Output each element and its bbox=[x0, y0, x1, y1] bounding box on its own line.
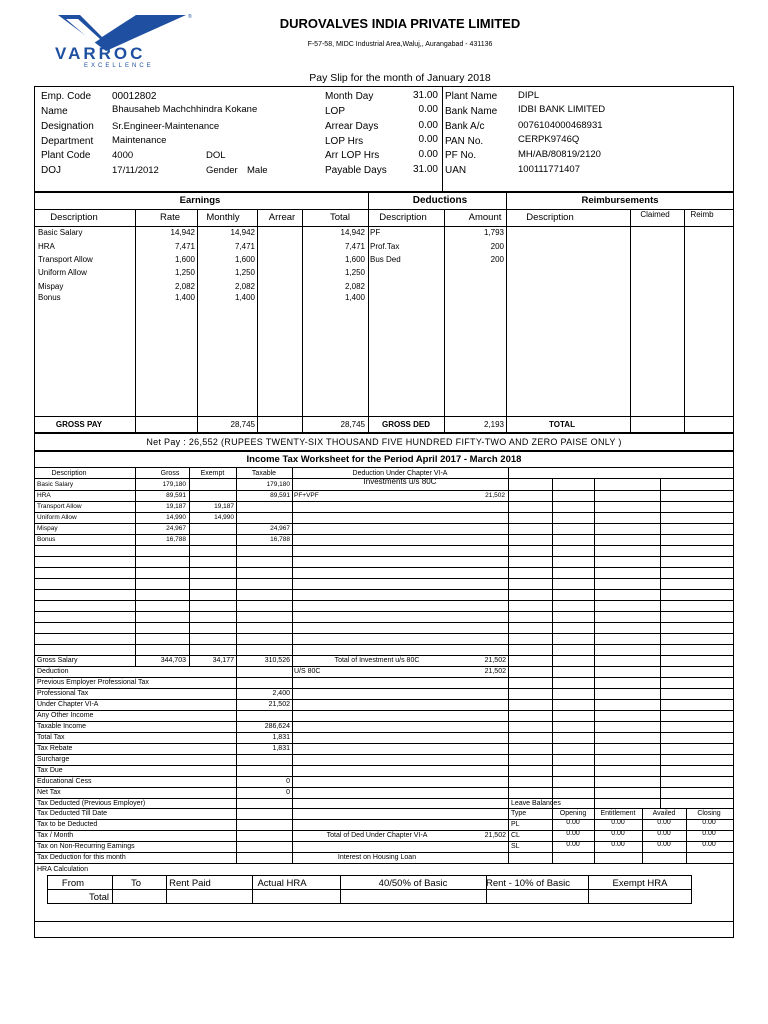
ded-desc: PF bbox=[370, 228, 381, 237]
leave-col-availed: Availed bbox=[652, 810, 676, 817]
payable-days-label: Payable Days bbox=[325, 165, 387, 176]
us80c-value: 21,502 bbox=[484, 668, 506, 675]
salary-table bbox=[34, 192, 734, 433]
hra-heading: HRA Calculation bbox=[37, 866, 88, 873]
lop-value: 0.00 bbox=[418, 104, 438, 115]
emp-code-value: 00012802 bbox=[112, 91, 157, 102]
gender-label: Gender bbox=[206, 165, 238, 176]
earn-total: 1,600 bbox=[344, 255, 365, 264]
tax-gross: 24,967 bbox=[166, 525, 186, 532]
arrear-days-label: Arrear Days bbox=[325, 121, 379, 132]
bank-name-label: Bank Name bbox=[445, 106, 498, 117]
summary-label: Educational Cess bbox=[37, 778, 92, 785]
summary-label: Total Tax bbox=[37, 734, 65, 741]
earn-desc: Mispay bbox=[38, 282, 64, 291]
uan-value: 100111771407 bbox=[518, 164, 580, 175]
lop-hrs-label: LOP Hrs bbox=[325, 136, 364, 147]
department-value: Maintenance bbox=[112, 135, 167, 146]
earn-total: 2,082 bbox=[344, 282, 365, 291]
svg-text:EXCELLENCE: EXCELLENCE bbox=[84, 63, 154, 69]
leave-type: SL bbox=[511, 843, 520, 850]
summary-value: 21,502 bbox=[268, 701, 290, 708]
summary-label: Taxable Income bbox=[37, 723, 87, 730]
earnings-col-arrear: Arrear bbox=[268, 212, 296, 223]
deductions-heading: Deductions bbox=[412, 195, 468, 206]
earnings-col-rate: Rate bbox=[159, 212, 181, 223]
company-name: DUROVALVES INDIA PRIVATE LIMITED bbox=[279, 16, 521, 31]
summary-value: 286,624 bbox=[264, 723, 290, 730]
summary-label: Professional Tax bbox=[37, 690, 89, 697]
tax-gross: 16,788 bbox=[166, 536, 186, 543]
gross-salary-label: Gross Salary bbox=[37, 657, 78, 664]
tax-exempt: 14,990 bbox=[214, 514, 234, 521]
pan-label: PAN No. bbox=[445, 136, 484, 147]
gross-salary-exempt: 34,177 bbox=[212, 657, 234, 664]
pf-no-label: PF No. bbox=[445, 150, 477, 161]
lop-hrs-value: 0.00 bbox=[418, 134, 438, 145]
tax-desc: HRA bbox=[37, 492, 51, 499]
earn-total: 1,400 bbox=[344, 293, 365, 302]
tax-col-description: Description bbox=[51, 470, 87, 477]
earn-rate: 2,082 bbox=[174, 282, 195, 291]
gender-value: Male bbox=[247, 165, 268, 176]
pf-vpf-label: PF+VPF bbox=[294, 492, 319, 499]
summary-label: Deduction bbox=[37, 668, 69, 675]
leave-type: PL bbox=[511, 821, 520, 828]
tax-taxable: 89,591 bbox=[270, 492, 290, 499]
earn-rate: 1,250 bbox=[174, 268, 195, 277]
month-day-value: 31.00 bbox=[412, 90, 438, 101]
arr-lop-hrs-value: 0.00 bbox=[418, 149, 438, 160]
tax-desc: Basic Salary bbox=[37, 481, 74, 488]
earnings-col-description: Description bbox=[50, 212, 98, 223]
month-day-label: Month Day bbox=[325, 91, 374, 102]
tax-desc: Uniform Allow bbox=[37, 514, 77, 521]
earn-total: 1,250 bbox=[344, 268, 365, 277]
name-value: Bhausaheb Machchhindra Kokane bbox=[112, 104, 258, 115]
earn-monthly: 14,942 bbox=[230, 228, 255, 237]
tax-gross: 89,591 bbox=[166, 492, 186, 499]
earn-desc: Transport Allow bbox=[38, 255, 93, 264]
bank-ac-label: Bank A/c bbox=[445, 121, 485, 132]
us80c-label: U/S 80C bbox=[294, 668, 321, 675]
gross-pay-label: GROSS PAY bbox=[55, 420, 103, 429]
leave-closing: 0.00 bbox=[702, 819, 716, 826]
tax-exempt: 19,187 bbox=[214, 503, 234, 510]
company-address: F-57-58, MIDC Industrial Area,Waluj,, Aurangabad - 431136 bbox=[307, 41, 493, 48]
lop-label: LOP bbox=[325, 106, 346, 117]
designation-label: Designation bbox=[41, 121, 94, 132]
leave-col-opening: Opening bbox=[559, 810, 587, 817]
deductions-col-amount: Amount bbox=[468, 212, 502, 223]
earn-desc: HRA bbox=[38, 242, 55, 251]
summary-value: 2,400 bbox=[272, 690, 290, 697]
summary-value: 1,831 bbox=[272, 745, 290, 752]
emp-code-label: Emp. Code bbox=[41, 91, 92, 102]
ded-amount: 200 bbox=[490, 255, 504, 264]
plant-name-label: Plant Name bbox=[445, 91, 498, 102]
earn-rate: 7,471 bbox=[174, 242, 195, 251]
leave-type: CL bbox=[511, 832, 520, 839]
gross-salary-taxable: 310,526 bbox=[264, 657, 290, 664]
investments-heading: Investments u/s 80C bbox=[363, 477, 437, 486]
leave-availed: 0.00 bbox=[657, 841, 671, 848]
tax-desc: Bonus bbox=[37, 536, 56, 543]
gross-ded-label: GROSS DED bbox=[381, 420, 430, 429]
reimbursements-heading: Reimbursements bbox=[581, 195, 659, 206]
pan-value: CERPK9746Q bbox=[518, 134, 580, 145]
gross-pay-total: 28,745 bbox=[340, 420, 365, 429]
ded-amount: 1,793 bbox=[483, 228, 504, 237]
arr-lop-hrs-label: Arr LOP Hrs bbox=[325, 150, 380, 161]
summary-label: Tax / Month bbox=[37, 832, 74, 839]
leave-heading: Leave Balances bbox=[511, 800, 561, 807]
leave-closing: 0.00 bbox=[702, 841, 716, 848]
summary-label: Tax Deducted (Previous Employer) bbox=[37, 800, 146, 807]
summary-label: Any Other Income bbox=[37, 712, 94, 719]
pf-vpf-value: 21,502 bbox=[485, 492, 505, 499]
total-ded-value: 21,502 bbox=[484, 832, 506, 839]
hra-col-actual-hra: Actual HRA bbox=[257, 878, 307, 889]
earnings-col-total: Total bbox=[329, 212, 351, 223]
earn-desc: Bonus bbox=[38, 293, 61, 302]
summary-label: Surcharge bbox=[37, 756, 70, 763]
summary-value: 0 bbox=[286, 789, 290, 796]
summary-label: Under Chapter VI-A bbox=[37, 701, 99, 708]
summary-label: Net Tax bbox=[37, 789, 61, 796]
earn-rate: 1,600 bbox=[174, 255, 195, 264]
summary-label: Previous Employer Professional Tax bbox=[37, 679, 149, 686]
gross-ded-value: 2,193 bbox=[483, 420, 504, 429]
varroc-logo-icon bbox=[36, 9, 210, 69]
tax-gross: 14,990 bbox=[166, 514, 186, 521]
leave-closing: 0.00 bbox=[702, 830, 716, 837]
earn-monthly: 1,600 bbox=[234, 255, 255, 264]
earnings-heading: Earnings bbox=[179, 195, 221, 206]
summary-value: 1,831 bbox=[272, 734, 290, 741]
housing-loan-label: Interest on Housing Loan bbox=[337, 854, 417, 861]
plant-name-value: DIPL bbox=[518, 90, 540, 101]
earn-desc: Uniform Allow bbox=[38, 268, 87, 277]
earn-total: 14,942 bbox=[340, 228, 365, 237]
summary-label: Tax Deduction for this month bbox=[37, 854, 126, 861]
leave-entitlement: 0.00 bbox=[611, 841, 625, 848]
reimb-total-label: TOTAL bbox=[549, 420, 575, 429]
hra-total-label: Total bbox=[88, 892, 110, 903]
summary-label: Tax Due bbox=[37, 767, 63, 774]
doj-value: 17/11/2012 bbox=[112, 165, 159, 176]
name-label: Name bbox=[41, 106, 68, 117]
hra-col-to: To bbox=[130, 878, 142, 889]
hra-col-rent-minus: Rent - 10% of Basic bbox=[486, 878, 570, 889]
svg-text:®: ® bbox=[188, 14, 192, 20]
page-title: Pay Slip for the month of January 2018 bbox=[309, 72, 491, 84]
ded-amount: 200 bbox=[490, 242, 504, 251]
leave-col-type: Type bbox=[511, 810, 527, 817]
earn-monthly: 7,471 bbox=[234, 242, 255, 251]
company-logo bbox=[36, 9, 210, 69]
reimb-col-reimb: Reimb bbox=[690, 210, 714, 219]
arrear-days-value: 0.00 bbox=[418, 120, 438, 131]
earn-monthly: 2,082 bbox=[234, 282, 255, 291]
tax-desc: Transport Allow bbox=[37, 503, 82, 510]
earn-monthly: 1,400 bbox=[234, 293, 255, 302]
gross-pay-monthly: 28,745 bbox=[230, 420, 255, 429]
leave-availed: 0.00 bbox=[657, 830, 671, 837]
summary-label: Tax to be Deducted bbox=[37, 821, 98, 828]
tax-worksheet-box bbox=[34, 451, 734, 938]
reimb-col-claimed: Claimed bbox=[640, 210, 670, 219]
plant-code-value: 4000 bbox=[112, 150, 134, 161]
tax-col-exempt: Exempt bbox=[200, 470, 225, 477]
leave-col-entitlement: Entitlement bbox=[600, 810, 636, 817]
hra-col-exempt: Exempt HRA bbox=[612, 878, 668, 889]
doj-label: DOJ bbox=[41, 165, 61, 176]
dol-label: DOL bbox=[206, 150, 226, 161]
deductions-col-description: Description bbox=[379, 212, 427, 223]
summary-label: Tax on Non-Recurring Earnings bbox=[37, 843, 135, 850]
plant-code-label: Plant Code bbox=[41, 150, 91, 161]
leave-opening: 0.00 bbox=[566, 841, 580, 848]
payable-days-value: 31.00 bbox=[412, 164, 438, 175]
tax-taxable: 179,180 bbox=[266, 481, 290, 488]
summary-value: 0 bbox=[286, 778, 290, 785]
tax-desc: Mispay bbox=[37, 525, 58, 532]
summary-label: Tax Rebate bbox=[37, 745, 73, 752]
earn-total: 7,471 bbox=[344, 242, 365, 251]
tax-taxable: 24,967 bbox=[270, 525, 290, 532]
svg-text:VARROC: VARROC bbox=[55, 44, 146, 63]
ded-desc: Bus Ded bbox=[370, 255, 401, 264]
designation-value: Sr.Engineer-Maintenance bbox=[112, 121, 220, 132]
hra-col-from: From bbox=[61, 878, 85, 889]
leave-entitlement: 0.00 bbox=[611, 819, 625, 826]
earn-monthly: 1,250 bbox=[234, 268, 255, 277]
bank-name-value: IDBI BANK LIMITED bbox=[518, 104, 606, 115]
total-investment-label: Total of Investment u/s 80C bbox=[334, 657, 420, 664]
earn-rate: 1,400 bbox=[174, 293, 195, 302]
summary-label: Tax Deducted Till Date bbox=[37, 810, 108, 817]
leave-opening: 0.00 bbox=[566, 830, 580, 837]
chapter-heading: Deduction Under Chapter VI-A bbox=[352, 470, 448, 477]
leave-opening: 0.00 bbox=[566, 819, 580, 826]
tax-col-taxable: Taxable bbox=[251, 470, 277, 477]
pf-no-value: MH/AB/80819/2120 bbox=[518, 149, 601, 160]
earn-rate: 14,942 bbox=[170, 228, 195, 237]
earn-desc: Basic Salary bbox=[38, 228, 83, 237]
tax-taxable: 16,788 bbox=[270, 536, 290, 543]
bank-ac-value: 0076104000468931 bbox=[518, 120, 603, 131]
tax-gross: 19,187 bbox=[166, 503, 186, 510]
earnings-col-monthly: Monthly bbox=[206, 212, 240, 223]
leave-col-closing: Closing bbox=[697, 810, 721, 817]
leave-availed: 0.00 bbox=[657, 819, 671, 826]
reimb-col-description: Description bbox=[526, 212, 574, 223]
leave-entitlement: 0.00 bbox=[611, 830, 625, 837]
ded-desc: Prof.Tax bbox=[370, 242, 400, 251]
department-label: Department bbox=[41, 136, 94, 147]
tax-heading: Income Tax Worksheet for the Period April 2017 - March 2018 bbox=[246, 454, 522, 465]
total-investment-value: 21,502 bbox=[484, 657, 506, 664]
hra-col-rent-paid: Rent Paid bbox=[169, 878, 211, 889]
tax-gross: 179,180 bbox=[162, 481, 186, 488]
net-pay-text: Net Pay : 26,552 (RUPEES TWENTY-SIX THOUSAND FIVE HUNDRED FIFTY-TWO AND ZERO PAISE ONLY ) bbox=[146, 437, 622, 447]
tax-col-gross: Gross bbox=[160, 470, 180, 477]
uan-label: UAN bbox=[445, 165, 467, 176]
gross-salary-gross: 344,703 bbox=[160, 657, 186, 664]
hra-col-basic: 40/50% of Basic bbox=[378, 878, 448, 889]
total-ded-label: Total of Ded Under Chapter VI-A bbox=[326, 832, 428, 839]
